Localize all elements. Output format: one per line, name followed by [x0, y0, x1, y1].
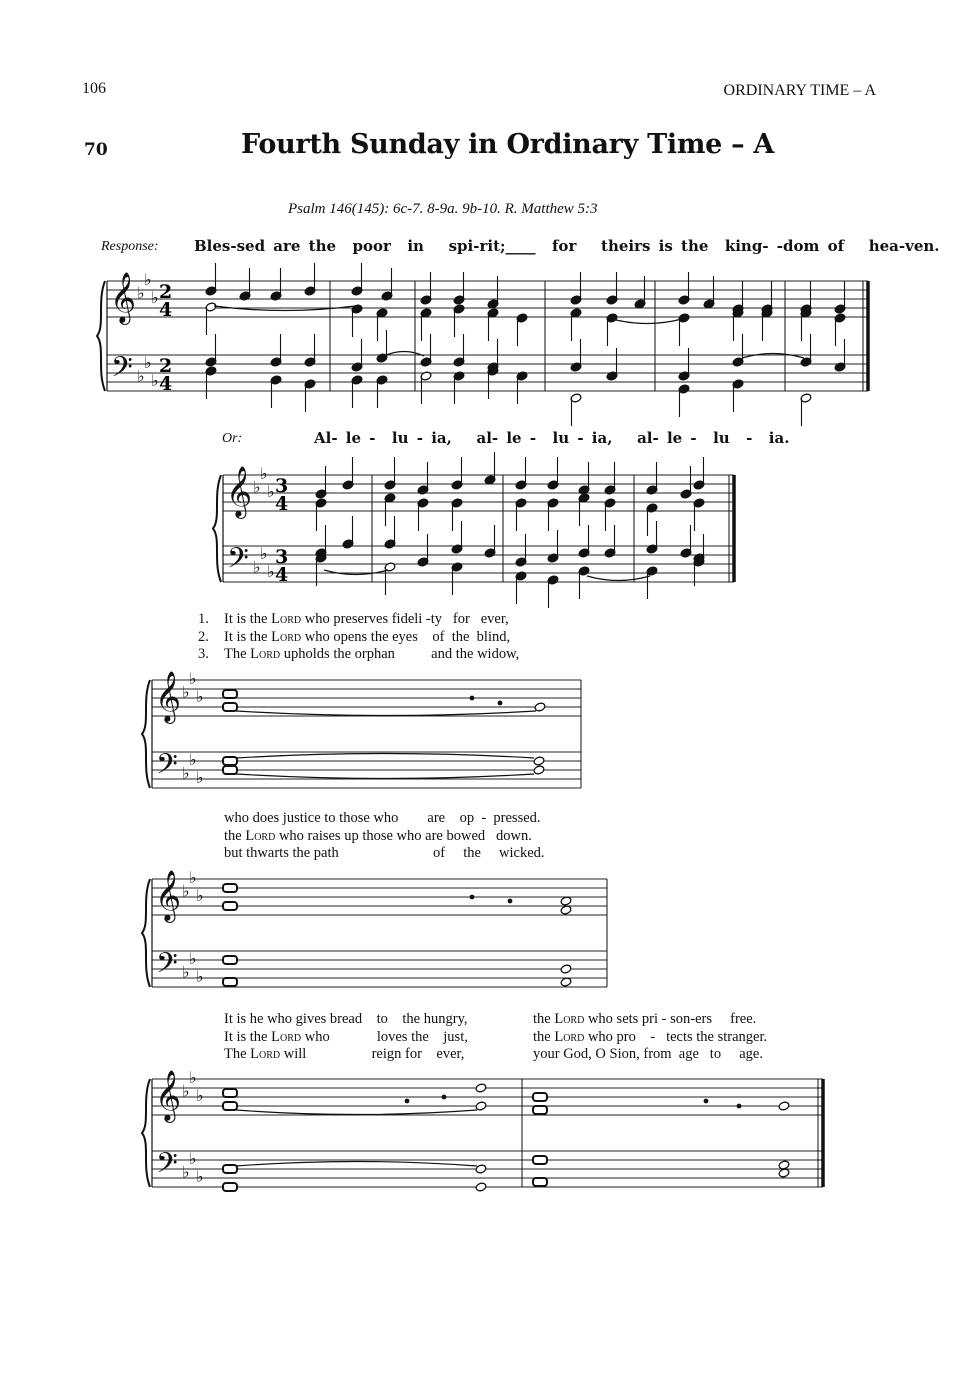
response-treble-staff	[107, 263, 868, 346]
page-number: 106	[82, 80, 106, 97]
reciting-dot	[470, 895, 475, 900]
response-bass-staff	[107, 330, 868, 426]
flat-icon: ♭	[196, 886, 204, 905]
flat-icon: ♭	[253, 477, 261, 497]
flat-icon: ♭	[182, 1162, 190, 1182]
flat-icon: ♭	[144, 353, 152, 372]
flat-icon: ♭	[137, 366, 145, 386]
flat-icon: ♭	[182, 763, 190, 783]
alternative-bass-staff	[223, 516, 734, 608]
response-label: Response:	[101, 239, 159, 254]
bass-clef-icon: 𝄢	[111, 351, 133, 391]
reciting-dot	[470, 696, 475, 701]
verse-line: who does justice to those who are op - pressed.	[224, 810, 541, 826]
tie	[612, 319, 682, 324]
tie	[236, 754, 534, 759]
time-signature-bottom: 4	[275, 493, 289, 515]
flat-icon: ♭	[189, 750, 197, 769]
brace	[142, 1079, 150, 1187]
flat-icon: ♭	[267, 562, 275, 581]
breve-note	[223, 956, 237, 964]
verse-line: The Lord will reign for ever,	[224, 1046, 465, 1062]
verse-line: 2. It is the Lord who opens the eyes of the blind,	[198, 628, 511, 645]
breve-note	[223, 1165, 237, 1173]
verse-2-bass-staff	[152, 947, 607, 987]
verse-line: the Lord who raises up those who are bowed down.	[224, 827, 532, 844]
flat-icon: ♭	[151, 288, 159, 307]
flat-icon: ♭	[137, 283, 145, 303]
breve-note	[223, 703, 237, 711]
flat-icon: ♭	[189, 669, 197, 688]
note-head	[533, 765, 545, 775]
alternative-label: Or:	[222, 431, 243, 446]
bass-clef-icon: 𝄢	[156, 748, 178, 788]
breve-note	[223, 766, 237, 774]
breve-note	[223, 1089, 237, 1097]
reciting-dot	[405, 1099, 410, 1104]
breve-note	[223, 884, 237, 892]
flat-icon: ♭	[151, 371, 159, 390]
flat-icon: ♭	[189, 949, 197, 968]
flat-icon: ♭	[196, 687, 204, 706]
verse-line: your God, O Sion, from age to age.	[533, 1046, 763, 1062]
time-signature-top: 3	[275, 546, 289, 568]
breve-note	[223, 690, 237, 698]
tie	[236, 1162, 477, 1167]
bass-clef-icon: 𝄢	[227, 542, 249, 582]
tie	[236, 774, 534, 779]
reciting-dot	[508, 899, 513, 904]
flat-icon: ♭	[182, 682, 190, 702]
breve-note	[533, 1178, 547, 1186]
time-signature-bottom: 4	[275, 564, 289, 586]
breve-note	[223, 902, 237, 910]
flat-icon: ♭	[196, 1086, 204, 1105]
response-text: Bles-sed are the poor in spi-rit;____ for theirs is the king- -dom of hea-ven.	[194, 237, 940, 255]
flat-icon: ♭	[253, 557, 261, 577]
time-signatures	[159, 281, 288, 586]
bass-clef-icon: 𝄢	[156, 947, 178, 987]
verse-line: It is he who gives bread to the hungry,	[224, 1011, 468, 1027]
treble-clef-icon: 𝄞	[226, 466, 253, 517]
running-title: ORDINARY TIME – A	[723, 82, 876, 99]
brace	[142, 680, 150, 788]
bass-clef-icon: 𝄢	[156, 1147, 178, 1187]
flat-icon: ♭	[260, 544, 268, 563]
breve-note	[223, 978, 237, 986]
note-head	[533, 756, 545, 766]
time-signature-top: 2	[159, 355, 173, 377]
breve-note	[533, 1106, 547, 1114]
flat-icon: ♭	[189, 1068, 197, 1087]
flat-icon: ♭	[267, 482, 275, 501]
breve-note	[533, 1093, 547, 1101]
reciting-dot	[442, 1095, 447, 1100]
alternative-treble-staff	[223, 452, 734, 536]
flat-icon: ♭	[260, 464, 268, 483]
note-head	[560, 964, 572, 974]
flat-icon: ♭	[182, 962, 190, 982]
brace	[97, 281, 105, 391]
treble-clef-icon: 𝄞	[155, 671, 182, 722]
note-head	[475, 1182, 487, 1192]
reciting-dot	[498, 701, 503, 706]
verse-line: 1. It is the Lord who preserves fideli -ty for ever,	[198, 611, 509, 627]
flat-icon: ♭	[189, 1149, 197, 1168]
time-signature-bottom: 4	[159, 299, 173, 321]
verse-3-bass-staff	[152, 1147, 823, 1192]
tie	[236, 1110, 477, 1115]
breve-note	[533, 1156, 547, 1164]
verse-3-treble-staff	[152, 1068, 823, 1123]
flat-icon: ♭	[196, 967, 204, 986]
psalm-reference: Psalm 146(145): 6c-7. 8-9a. 9b-10. R. Matthew 5:3	[288, 201, 598, 217]
tie	[587, 576, 650, 581]
breve-note	[223, 757, 237, 765]
verse-line: 3. The Lord upholds the orphan and the widow,	[198, 646, 520, 662]
time-signature-top: 2	[159, 281, 173, 303]
time-signature-bottom: 4	[159, 373, 173, 395]
flat-icon: ♭	[189, 868, 197, 887]
treble-clef-icon: 𝄞	[155, 870, 182, 921]
breve-note	[223, 1102, 237, 1110]
flat-icon: ♭	[182, 881, 190, 901]
alternative-text: Al- le - lu - ia, al- le - lu - ia, al- le - lu - ia.	[314, 429, 790, 447]
flat-icon: ♭	[196, 1167, 204, 1186]
item-number: 70	[84, 140, 108, 160]
tie	[742, 354, 804, 359]
note-head	[475, 1083, 487, 1093]
tie	[236, 711, 536, 716]
verse-line: but thwarts the path of the wicked.	[224, 845, 545, 861]
brace	[213, 475, 221, 582]
note-head	[778, 1101, 790, 1111]
page-title: Fourth Sunday in Ordinary Time – A	[241, 129, 775, 160]
verse-line: It is the Lord who loves the just,	[224, 1028, 468, 1045]
verse-2-treble-staff	[152, 868, 607, 923]
breve-note	[223, 1183, 237, 1191]
treble-clef-icon: 𝄞	[110, 272, 137, 323]
treble-clef-icon: 𝄞	[155, 1070, 182, 1121]
flat-icon: ♭	[144, 270, 152, 289]
reciting-dot	[704, 1099, 709, 1104]
staff-systems	[97, 263, 868, 1192]
time-signature-top: 3	[275, 475, 289, 497]
verse-line: the Lord who pro - tects the stranger.	[533, 1028, 768, 1045]
flat-icon: ♭	[182, 1081, 190, 1101]
reciting-dot	[737, 1104, 742, 1109]
tie	[324, 570, 388, 575]
brace	[142, 879, 150, 987]
flat-icon: ♭	[196, 768, 204, 787]
verse-line: the Lord who sets pri - son-ers free.	[533, 1011, 757, 1027]
